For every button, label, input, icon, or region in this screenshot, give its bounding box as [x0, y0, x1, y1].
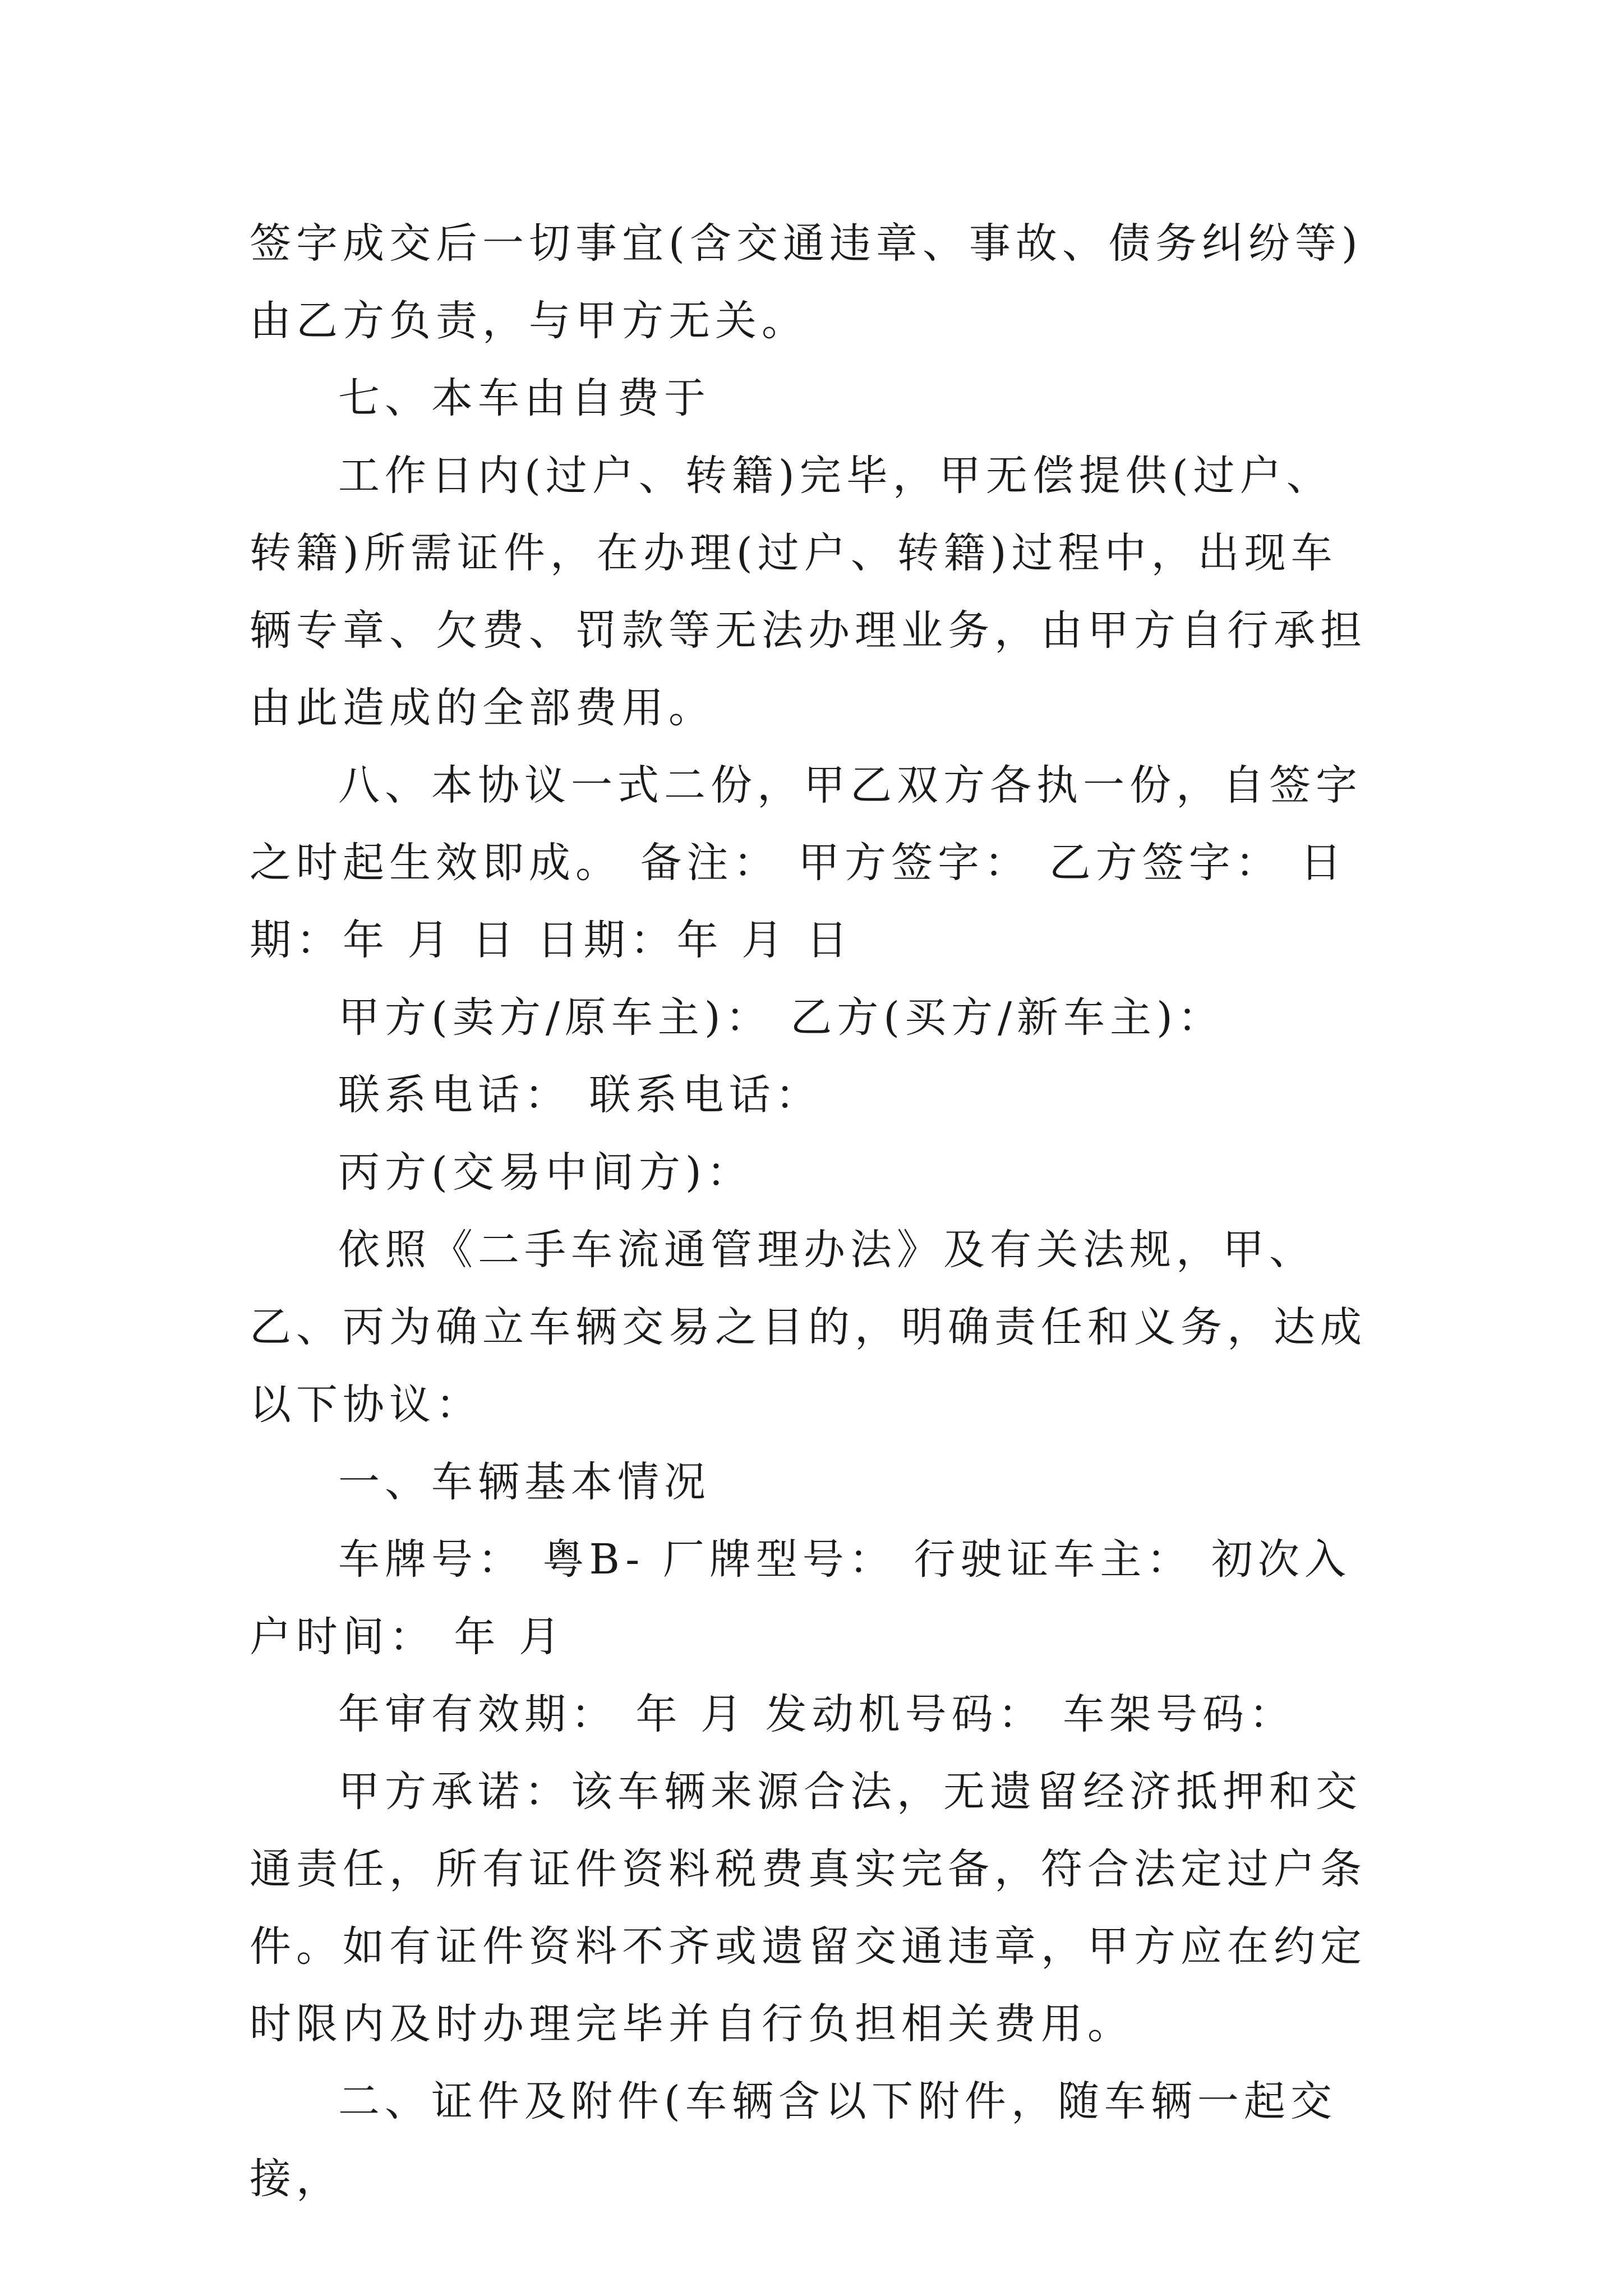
paragraph: 七、本车由自费于 — [338, 374, 711, 422]
paragraph: 二、证件及附件(车辆含以下附件，随车辆一起交接， — [250, 2077, 1337, 2203]
paragraph: 八、本协议一式二份，甲乙双方各执一份，自签字之时起生效即成。 备注： 甲方签字： 乙方签字： 日期：年 月 日 日期：年 月 日 — [250, 761, 1362, 964]
paragraph: 车牌号： 粤B- 厂牌型号： 行驶证车主： 初次入户时间： 年 月 — [250, 1535, 1351, 1661]
paragraph: 依照《二手车流通管理办法》及有关法规，甲、乙、丙为确立车辆交易之目的，明确责任和义务，达成以下协议： — [250, 1226, 1367, 1429]
paragraph: 年审有效期： 年 月 发动机号码： 车架号码： — [338, 1690, 1296, 1738]
paragraph: 签字成交后一切事宜(含交通违章、事故、债务纠纷等)由乙方负责，与甲方无关。 — [250, 219, 1363, 345]
paragraph: 工作日内(过户、转籍)完毕，甲无偿提供(过户、转籍)所需证件，在办理(过户、转籍)过程中，出现车辆专章、欠费、罚款等无法办理业务，由甲方自行承担由此造成的全部费用。 — [250, 452, 1367, 732]
paragraph: 一、车辆基本情况 — [338, 1458, 711, 1506]
paragraph: 丙方(交易中间方)： — [338, 1148, 753, 1197]
paragraph: 联系电话： 联系电话： — [338, 1071, 822, 1119]
paragraph: 甲方承诺：该车辆来源合法，无遗留经济抵押和交通责任，所有证件资料税费真实完备，符合法定过户条件。如有证件资料不齐或遗留交通违章，甲方应在约定时限内及时办理完毕并自行负担相关费用。 — [250, 1768, 1367, 2048]
paragraph: 甲方(卖方/原车主)： 乙方(买方/新车主)： — [338, 993, 1224, 1042]
document-body — [250, 205, 1377, 2217]
